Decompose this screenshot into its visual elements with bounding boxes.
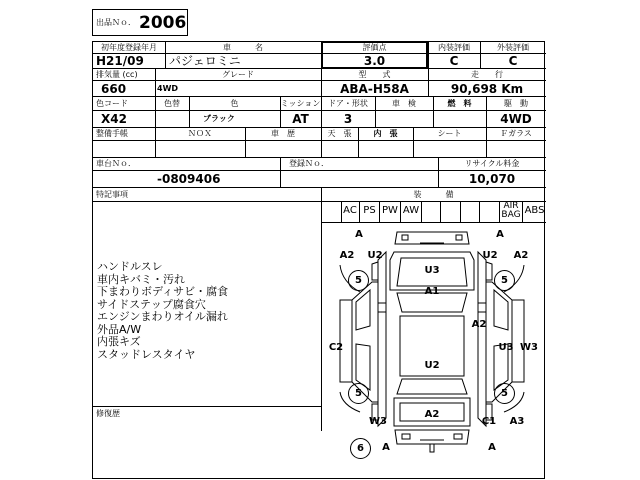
displacement: 660 [101,82,127,96]
windshield-label: Ｆガラス [500,129,532,138]
first-registration: H21/09 [96,54,144,68]
damage-mark: A2 [513,250,529,261]
displacement-label: 排気量 (cc) [96,70,138,79]
note-line: 下まわりボディサビ・腐食 [97,285,229,298]
equipment-abs: ABS [524,205,545,216]
equipment-blank-3 [461,201,480,222]
damage-mark: A2 [471,319,487,330]
tire-front-left: 5 [348,270,369,291]
damage-mark: C2 [328,342,344,353]
recycle-fee-label: リサイクル料金 [464,159,520,168]
lot-number-box [92,9,188,36]
equipment-pw: PW [380,201,401,222]
equipment-blank-2 [441,201,461,222]
interior-grade-label: 内装評価 [438,43,470,52]
damage-mark: A [496,229,504,240]
damage-mark: A1 [424,286,440,297]
color-code-label: 色コード [96,99,128,108]
equipment-blank-4 [480,201,500,222]
exterior-grade-label: 外装評価 [497,43,529,52]
headliner-label: 天 張 [327,129,352,138]
equipment-row [321,201,546,223]
model-code-label: 型 式 [358,70,391,79]
damage-mark: A3 [509,416,525,427]
first-registration-label: 初年度登録年月 [101,43,157,52]
transmission-label: ミッション [280,99,321,108]
seat-label: シート [437,129,462,138]
chassis-number: -0809406 [157,172,221,186]
note-line: エンジンまわりオイル漏れ [97,310,228,323]
interior-trim-label: 内 張 [373,129,398,138]
damage-mark: W3 [369,416,387,427]
equipment-label: 装 備 [413,190,454,199]
tire-front-right: 5 [494,270,515,291]
damage-mark: A [382,442,390,453]
car-name-label: 車 名 [223,43,263,52]
color-code: X42 [101,112,127,126]
note-line: ハンドルスレ [97,260,163,273]
score: 3.0 [363,54,386,68]
note-line: 車内キバミ・汚れ [97,272,185,286]
damage-mark: A [355,229,363,240]
color-label: 色 [230,99,239,108]
damage-mark: U2 [482,250,498,261]
color-change-label: 色替 [164,99,180,108]
damage-mark: U3 [424,265,440,276]
mileage: 90,698 Km [450,82,524,96]
doors: 3 [343,112,353,126]
mileage-label: 走 行 [471,70,503,79]
vehicle-history-label: 車 歴 [271,129,295,138]
fuel-label: 燃 料 [447,99,472,108]
note-line: 外品A/W [97,322,142,336]
drive: 4WD [500,112,532,126]
model-code: ABA-H58A [340,82,409,96]
equipment-ps: PS [360,201,380,222]
nox-label: ＮＯＸ [188,129,212,138]
equipment-blank-1 [422,201,441,222]
door-label: ドア・形状 [328,99,368,108]
registration-number-label: 登録Ｎｏ． [289,159,329,168]
tire-rear-right: 5 [494,383,515,404]
lot-number: 2006 [139,13,187,33]
inspection-label: 車 検 [392,99,416,108]
equipment-ac: AC [341,201,360,222]
repair-history-label: 修復歴 [96,409,120,418]
score-label: 評価点 [362,43,387,52]
damage-mark: W3 [520,342,538,353]
grade: 4WD [157,84,179,93]
damage-mark: C1 [481,416,497,427]
transmission: AT [292,112,309,126]
grade-label: グレード [222,70,254,79]
damage-mark: U3 [498,342,514,353]
damage-mark: U2 [424,360,440,371]
car-name: パジェロミニ [169,54,241,68]
remarks-label: 特記事項 [96,190,128,199]
damage-mark: U2 [367,250,383,261]
inspection-sheet [92,41,545,479]
color: ブラック [203,114,235,123]
exterior-grade: C [508,54,518,68]
equipment-aw: AW [401,201,422,222]
damage-mark: A2 [424,409,440,420]
note-line: サイドステップ腐食穴 [97,297,206,311]
recycle-fee: 10,070 [468,172,516,186]
damage-mark: A2 [339,250,355,261]
damage-mark: A [488,442,496,453]
drive-label: 駆 動 [504,99,528,108]
maintenance-book-label: 整備手帳 [96,129,128,138]
interior-grade: C [449,54,459,68]
equipment-airbag: AIR BAG [500,201,523,222]
note-line: 内張キズ [97,335,141,348]
chassis-number-label: 車台Ｎｏ． [96,159,136,168]
note-line: スタッドレスタイヤ [97,347,196,361]
tire-rear-left: 5 [348,383,369,404]
lot-number-label: 出品Ｎｏ． [96,18,136,27]
tire-spare: 6 [350,438,371,459]
